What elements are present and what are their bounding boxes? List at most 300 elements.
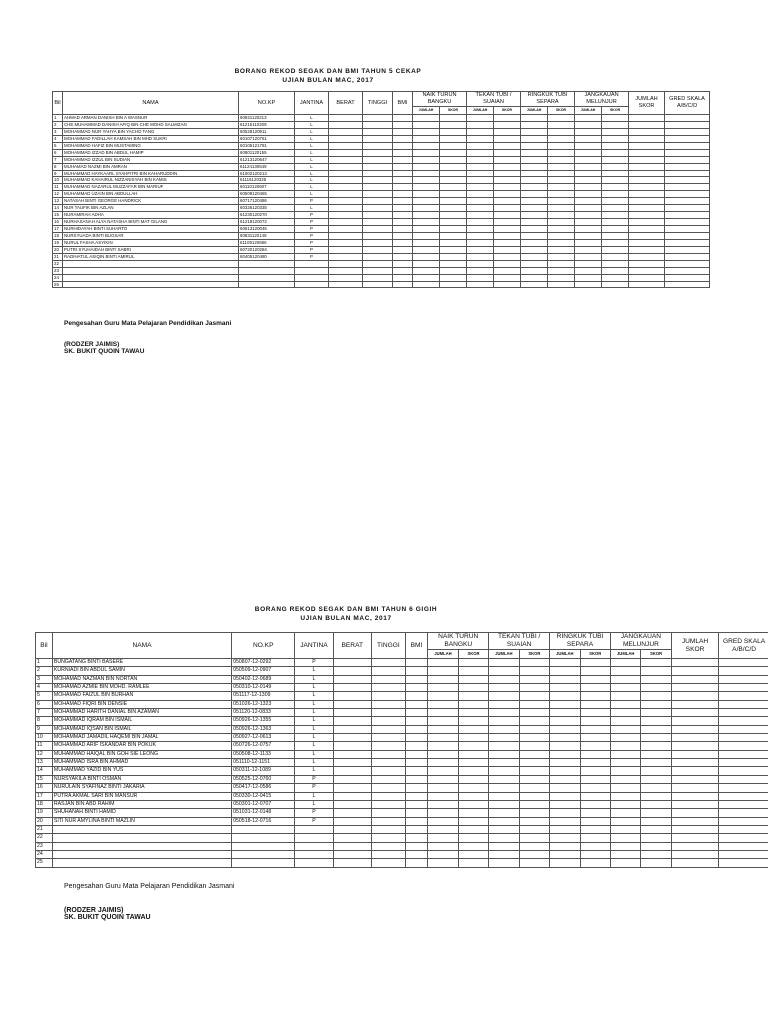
cell-gred: [719, 759, 768, 767]
cell-jangkauan-jumlah: [575, 135, 602, 142]
cell-naik-turun-skor: [440, 232, 467, 239]
cell-tekan-tubi-jumlah: [467, 219, 494, 226]
cell-nokp: 60831120148: [239, 232, 295, 239]
cell-ringkuk-jumlah: [521, 184, 548, 191]
cell-ringkuk-skor: [548, 219, 575, 226]
cell-bil: 5: [53, 142, 63, 149]
cell-nama: NURAMIRAH ADHA: [63, 212, 239, 219]
cell-tekan-tubi-skor: [494, 205, 521, 212]
cell-gred: [719, 859, 768, 867]
cell-ringkuk-jumlah: [521, 239, 548, 246]
cell-tekan-tubi-jumlah: [467, 260, 494, 267]
table-row: [53, 274, 710, 281]
cell-jangkauan-skor: [641, 659, 671, 667]
cell-ringkuk-jumlah: [521, 156, 548, 163]
table-row: [53, 219, 710, 226]
cell-gred: [665, 149, 710, 156]
cell-jumlah-skor: [629, 115, 665, 122]
cell-jumlah-skor: [671, 784, 718, 792]
cell-berat: [333, 750, 371, 758]
cell-berat: [329, 281, 363, 288]
cell-ringkuk-skor: [548, 170, 575, 177]
cell-naik-turun-jumlah: [428, 809, 458, 817]
cell-jantina: L: [295, 675, 333, 683]
col-header-gred-skala: GRED SKALA A/B/C/D: [665, 92, 710, 115]
cell-naik-turun-jumlah: [428, 742, 458, 750]
cell-gred: [719, 784, 768, 792]
cell-naik-turun-jumlah: [413, 274, 440, 281]
cell-tinggi: [363, 239, 393, 246]
cell-nama: [52, 834, 231, 842]
cell-tekan-tubi-jumlah: [467, 246, 494, 253]
cell-tekan-tubi-jumlah: [467, 121, 494, 128]
cell-nokp: 050509-12-0907: [232, 667, 295, 675]
cell-jumlah-skor: [629, 260, 665, 267]
cell-ringkuk-jumlah: [521, 121, 548, 128]
cell-jumlah-skor: [671, 659, 718, 667]
cell-jumlah-skor: [671, 750, 718, 758]
cell-gred: [719, 792, 768, 800]
cell-tekan-tubi-skor: [519, 717, 549, 725]
cell-naik-turun-jumlah: [428, 700, 458, 708]
cell-bmi: [393, 253, 413, 260]
cell-nama: CHE MUHAMMAD DANISH AFIQ BIN CHE MOHD SALMIZAN: [63, 121, 239, 128]
cell-ringkuk-skor: [548, 260, 575, 267]
cell-jantina: [295, 842, 333, 850]
cell-naik-turun-skor: [458, 834, 488, 842]
table-header: [53, 92, 710, 115]
cell-naik-turun-jumlah: [428, 675, 458, 683]
cell-jangkauan-skor: [602, 260, 629, 267]
cell-tekan-tubi-jumlah: [489, 850, 519, 858]
cell-jangkauan-skor: [602, 212, 629, 219]
cell-ringkuk-skor: [580, 709, 610, 717]
cell-jangkauan-jumlah: [575, 274, 602, 281]
cell-bil: 15: [36, 775, 53, 783]
cell-nama: [52, 850, 231, 858]
cell-jangkauan-jumlah: [610, 825, 640, 833]
table-row: [53, 267, 710, 274]
cell-jumlah-skor: [629, 239, 665, 246]
cell-nama: NURHASANAH ALYA NATASHA BINTI MAT GILANG: [63, 219, 239, 226]
cell-jantina: L: [295, 759, 333, 767]
cell-bmi: [405, 717, 428, 725]
cell-jangkauan-skor: [641, 725, 671, 733]
cell-tekan-tubi-jumlah: [467, 135, 494, 142]
cell-jangkauan-jumlah: [575, 198, 602, 205]
cell-tinggi: [363, 246, 393, 253]
cell-jantina: [295, 859, 333, 867]
cell-bmi: [393, 260, 413, 267]
cell-nama: RASJAN BIN ABD RAHIM: [52, 800, 231, 808]
cell-tekan-tubi-skor: [519, 817, 549, 825]
cell-jangkauan-skor: [602, 177, 629, 184]
cell-nama: [52, 842, 231, 850]
cell-tinggi: [371, 709, 405, 717]
cell-ringkuk-skor: [580, 717, 610, 725]
cell-nokp: 050310-12-0149: [232, 684, 295, 692]
cell-jangkauan-jumlah: [610, 675, 640, 683]
record-table: [35, 632, 768, 868]
form-footer: [64, 320, 231, 355]
cell-bil: 20: [53, 246, 63, 253]
cell-naik-turun-jumlah: [428, 784, 458, 792]
form-footer: [64, 883, 234, 921]
cell-ringkuk-jumlah: [550, 809, 580, 817]
cell-berat: [329, 226, 363, 233]
cell-tinggi: [371, 809, 405, 817]
table-row: [53, 115, 710, 122]
cell-jangkauan-skor: [641, 667, 671, 675]
cell-bil: 25: [36, 859, 53, 867]
cell-ringkuk-skor: [548, 253, 575, 260]
cell-naik-turun-jumlah: [413, 163, 440, 170]
cell-jangkauan-skor: [641, 859, 671, 867]
cell-ringkuk-jumlah: [521, 281, 548, 288]
cell-naik-turun-jumlah: [413, 260, 440, 267]
cell-jumlah-skor: [629, 219, 665, 226]
cell-naik-turun-jumlah: [428, 767, 458, 775]
cell-tekan-tubi-skor: [494, 253, 521, 260]
cell-naik-turun-jumlah: [428, 800, 458, 808]
cell-ringkuk-skor: [580, 759, 610, 767]
cell-tekan-tubi-skor: [519, 800, 549, 808]
cell-jantina: [295, 260, 329, 267]
cell-ringkuk-jumlah: [521, 232, 548, 239]
cell-jangkauan-jumlah: [575, 253, 602, 260]
cell-jangkauan-jumlah: [610, 700, 640, 708]
cell-jangkauan-jumlah: [575, 156, 602, 163]
cell-berat: [333, 842, 371, 850]
cell-naik-turun-jumlah: [428, 750, 458, 758]
cell-tinggi: [363, 253, 393, 260]
cell-naik-turun-skor: [440, 205, 467, 212]
cell-nama: MUHAMMAD KAHAIRUL NIZZANISYAH BIN KAMIS: [63, 177, 239, 184]
cell-tekan-tubi-skor: [494, 198, 521, 205]
cell-naik-turun-jumlah: [428, 792, 458, 800]
header-row: [53, 92, 710, 107]
cell-tinggi: [363, 135, 393, 142]
cell-jangkauan-skor: [641, 684, 671, 692]
cell-nama: MUHAMMAD HAIQAL BIN GOH SIE LEONG: [52, 750, 231, 758]
cell-bil: 19: [36, 809, 53, 817]
table-header: [36, 633, 768, 659]
cell-tinggi: [371, 742, 405, 750]
cell-naik-turun-skor: [440, 239, 467, 246]
cell-gred: [665, 267, 710, 274]
cell-jangkauan-jumlah: [610, 742, 640, 750]
cell-tinggi: [363, 149, 393, 156]
cell-tinggi: [363, 191, 393, 198]
table-row: [53, 281, 710, 288]
cell-bil: 7: [53, 156, 63, 163]
cell-berat: [333, 792, 371, 800]
col-header-nokp: NO.KP: [239, 92, 295, 115]
cell-tekan-tubi-skor: [519, 734, 549, 742]
cell-bil: 6: [53, 149, 63, 156]
cell-tekan-tubi-jumlah: [489, 775, 519, 783]
cell-nokp: 60509120465: [239, 191, 295, 198]
cell-ringkuk-skor: [580, 734, 610, 742]
cell-ringkuk-jumlah: [521, 149, 548, 156]
cell-tinggi: [363, 281, 393, 288]
cell-ringkuk-skor: [580, 784, 610, 792]
cell-ringkuk-jumlah: [550, 700, 580, 708]
col-header-bmi: BMI: [405, 633, 428, 659]
subheader-jumlah: JUMLAH: [428, 650, 458, 659]
cell-nokp: 61116120325: [239, 177, 295, 184]
cell-jumlah-skor: [629, 198, 665, 205]
cell-nama: MOHAMMAD FADILLAH KAMSAH BIN MHD SUKRI: [63, 135, 239, 142]
cell-tekan-tubi-skor: [494, 184, 521, 191]
cell-bmi: [393, 184, 413, 191]
teacher-name: (RODZER JAIMIS): [64, 907, 124, 914]
cell-nokp: 60513120046: [239, 226, 295, 233]
cell-jangkauan-jumlah: [610, 759, 640, 767]
col-header-ringkuk-tubi: RINGKUK TUBI SEPARA: [550, 633, 611, 650]
cell-berat: [333, 834, 371, 842]
cell-jantina: P: [295, 817, 333, 825]
cell-naik-turun-jumlah: [413, 219, 440, 226]
cell-tekan-tubi-skor: [519, 709, 549, 717]
cell-nokp: 050301-12-0707: [232, 800, 295, 808]
cell-naik-turun-jumlah: [413, 205, 440, 212]
subheader-skor: SKOR: [548, 107, 575, 115]
cell-berat: [329, 246, 363, 253]
subheader-jumlah: JUMLAH: [550, 650, 580, 659]
cell-jangkauan-jumlah: [575, 163, 602, 170]
cell-ringkuk-skor: [548, 281, 575, 288]
cell-tekan-tubi-skor: [494, 128, 521, 135]
cell-ringkuk-jumlah: [550, 842, 580, 850]
cell-jantina: [295, 850, 333, 858]
cell-gred: [719, 825, 768, 833]
cell-ringkuk-jumlah: [550, 684, 580, 692]
cell-ringkuk-jumlah: [521, 226, 548, 233]
cell-ringkuk-skor: [580, 817, 610, 825]
cell-berat: [329, 253, 363, 260]
cell-jantina: P: [295, 212, 329, 219]
cell-ringkuk-skor: [548, 212, 575, 219]
table-row: [53, 260, 710, 267]
subheader-jumlah: JUMLAH: [610, 650, 640, 659]
cell-jangkauan-skor: [602, 253, 629, 260]
cell-tekan-tubi-jumlah: [467, 115, 494, 122]
cell-naik-turun-jumlah: [428, 825, 458, 833]
cell-ringkuk-skor: [580, 842, 610, 850]
cell-berat: [333, 742, 371, 750]
cell-nokp: 051031-12-0148: [232, 809, 295, 817]
cell-jantina: L: [295, 725, 333, 733]
cell-jangkauan-jumlah: [610, 792, 640, 800]
cell-tinggi: [371, 800, 405, 808]
table-row: [53, 163, 710, 170]
cell-jangkauan-skor: [641, 817, 671, 825]
table-row: [53, 205, 710, 212]
cell-berat: [333, 859, 371, 867]
table-row: [53, 232, 710, 239]
cell-tekan-tubi-skor: [519, 825, 549, 833]
form-title-line1: BORANG REKOD SEGAK DAN BMI TAHUN 6 GIGIH: [254, 606, 438, 613]
cell-bil: 25: [53, 281, 63, 288]
cell-naik-turun-skor: [440, 281, 467, 288]
cell-berat: [329, 184, 363, 191]
col-header-berat: BERAT: [329, 92, 363, 115]
cell-nokp: [232, 850, 295, 858]
cell-tekan-tubi-skor: [494, 149, 521, 156]
cell-gred: [665, 191, 710, 198]
cell-berat: [333, 767, 371, 775]
cell-tekan-tubi-jumlah: [467, 212, 494, 219]
cell-tekan-tubi-skor: [519, 767, 549, 775]
cell-nokp: 61216110209: [239, 121, 295, 128]
subheader-jumlah: JUMLAH: [575, 107, 602, 115]
cell-bmi: [405, 767, 428, 775]
cell-berat: [333, 784, 371, 792]
cell-berat: [333, 759, 371, 767]
cell-bmi: [405, 792, 428, 800]
cell-bil: 8: [53, 163, 63, 170]
cell-nama: SITI NUR AMYLINA BINTI MAZLIN: [52, 817, 231, 825]
cell-bmi: [393, 232, 413, 239]
cell-jumlah-skor: [671, 742, 718, 750]
cell-naik-turun-jumlah: [428, 709, 458, 717]
cell-ringkuk-jumlah: [521, 246, 548, 253]
table-row: [36, 792, 768, 800]
cell-tinggi: [371, 825, 405, 833]
cell-jantina: L: [295, 692, 333, 700]
cell-naik-turun-skor: [458, 734, 488, 742]
cell-bmi: [405, 834, 428, 842]
cell-nokp: 051026-12-1323: [232, 700, 295, 708]
pengesahan-text: Pengesahan Guru Mata Pelajaran Pendidikan Jasmani: [64, 320, 232, 327]
cell-jumlah-skor: [671, 800, 718, 808]
cell-jangkauan-skor: [641, 825, 671, 833]
cell-nokp: 050417-12-0586: [232, 784, 295, 792]
table-row: [53, 226, 710, 233]
cell-tekan-tubi-jumlah: [489, 717, 519, 725]
cell-naik-turun-skor: [440, 184, 467, 191]
cell-berat: [333, 675, 371, 683]
cell-jantina: P: [295, 232, 329, 239]
cell-bmi: [393, 274, 413, 281]
cell-jumlah-skor: [671, 675, 718, 683]
table-row: [53, 128, 710, 135]
cell-bil: 12: [53, 191, 63, 198]
cell-nama: MUHAMMAD HAYKAARL SYAHFITRI BIN KAHARUDDIN: [63, 170, 239, 177]
cell-jantina: L: [295, 750, 333, 758]
cell-jangkauan-skor: [641, 700, 671, 708]
col-header-nokp: NO.KP: [232, 633, 295, 659]
cell-nokp: [232, 834, 295, 842]
cell-nama: MOHAMMAD IQRAM BIN ISMAIL: [52, 717, 231, 725]
subheader-skor: SKOR: [494, 107, 521, 115]
cell-gred: [665, 205, 710, 212]
cell-tekan-tubi-jumlah: [489, 842, 519, 850]
cell-bmi: [393, 239, 413, 246]
cell-naik-turun-skor: [440, 246, 467, 253]
cell-ringkuk-jumlah: [550, 725, 580, 733]
cell-ringkuk-skor: [580, 800, 610, 808]
cell-naik-turun-jumlah: [428, 859, 458, 867]
cell-jangkauan-skor: [602, 205, 629, 212]
cell-nokp: [232, 842, 295, 850]
cell-jangkauan-skor: [641, 792, 671, 800]
cell-jumlah-skor: [629, 274, 665, 281]
cell-tinggi: [363, 121, 393, 128]
cell-bmi: [405, 784, 428, 792]
cell-jangkauan-skor: [602, 239, 629, 246]
cell-tekan-tubi-skor: [519, 792, 549, 800]
cell-jangkauan-jumlah: [575, 184, 602, 191]
cell-ringkuk-skor: [580, 700, 610, 708]
cell-bil: 5: [36, 692, 53, 700]
cell-tekan-tubi-skor: [519, 675, 549, 683]
cell-jangkauan-jumlah: [610, 725, 640, 733]
cell-gred: [719, 717, 768, 725]
cell-ringkuk-skor: [548, 246, 575, 253]
cell-bmi: [405, 775, 428, 783]
cell-ringkuk-jumlah: [550, 792, 580, 800]
cell-ringkuk-skor: [548, 239, 575, 246]
cell-bil: 22: [53, 260, 63, 267]
cell-jantina: L: [295, 170, 329, 177]
cell-tinggi: [371, 784, 405, 792]
cell-tinggi: [363, 142, 393, 149]
cell-bil: 20: [36, 817, 53, 825]
cell-tinggi: [363, 128, 393, 135]
cell-tekan-tubi-skor: [519, 692, 549, 700]
cell-bil: 13: [53, 198, 63, 205]
cell-tekan-tubi-skor: [494, 267, 521, 274]
cell-naik-turun-jumlah: [413, 184, 440, 191]
cell-tinggi: [363, 115, 393, 122]
cell-naik-turun-skor: [458, 667, 488, 675]
cell-tinggi: [363, 198, 393, 205]
cell-naik-turun-jumlah: [413, 253, 440, 260]
cell-nokp: 050807-12-0292: [232, 659, 295, 667]
cell-naik-turun-jumlah: [413, 121, 440, 128]
cell-jangkauan-skor: [641, 759, 671, 767]
cell-naik-turun-skor: [440, 260, 467, 267]
cell-nama: AHMAD ARMAN DANISH BIN A WASNUR: [63, 115, 239, 122]
cell-bmi: [405, 675, 428, 683]
cell-tekan-tubi-jumlah: [467, 281, 494, 288]
cell-jangkauan-skor: [602, 163, 629, 170]
cell-tinggi: [371, 684, 405, 692]
cell-ringkuk-jumlah: [550, 717, 580, 725]
cell-tekan-tubi-jumlah: [489, 817, 519, 825]
table-row: [36, 834, 768, 842]
cell-tinggi: [363, 260, 393, 267]
cell-berat: [329, 239, 363, 246]
cell-tinggi: [371, 775, 405, 783]
cell-gred: [719, 775, 768, 783]
cell-ringkuk-jumlah: [550, 800, 580, 808]
cell-tekan-tubi-jumlah: [489, 725, 519, 733]
cell-ringkuk-skor: [548, 226, 575, 233]
cell-tekan-tubi-jumlah: [467, 267, 494, 274]
cell-jumlah-skor: [629, 135, 665, 142]
cell-berat: [329, 260, 363, 267]
cell-ringkuk-skor: [580, 659, 610, 667]
cell-jantina: L: [295, 734, 333, 742]
cell-jangkauan-jumlah: [575, 170, 602, 177]
cell-jumlah-skor: [671, 725, 718, 733]
cell-bmi: [405, 709, 428, 717]
cell-tekan-tubi-skor: [519, 700, 549, 708]
cell-tekan-tubi-jumlah: [467, 177, 494, 184]
